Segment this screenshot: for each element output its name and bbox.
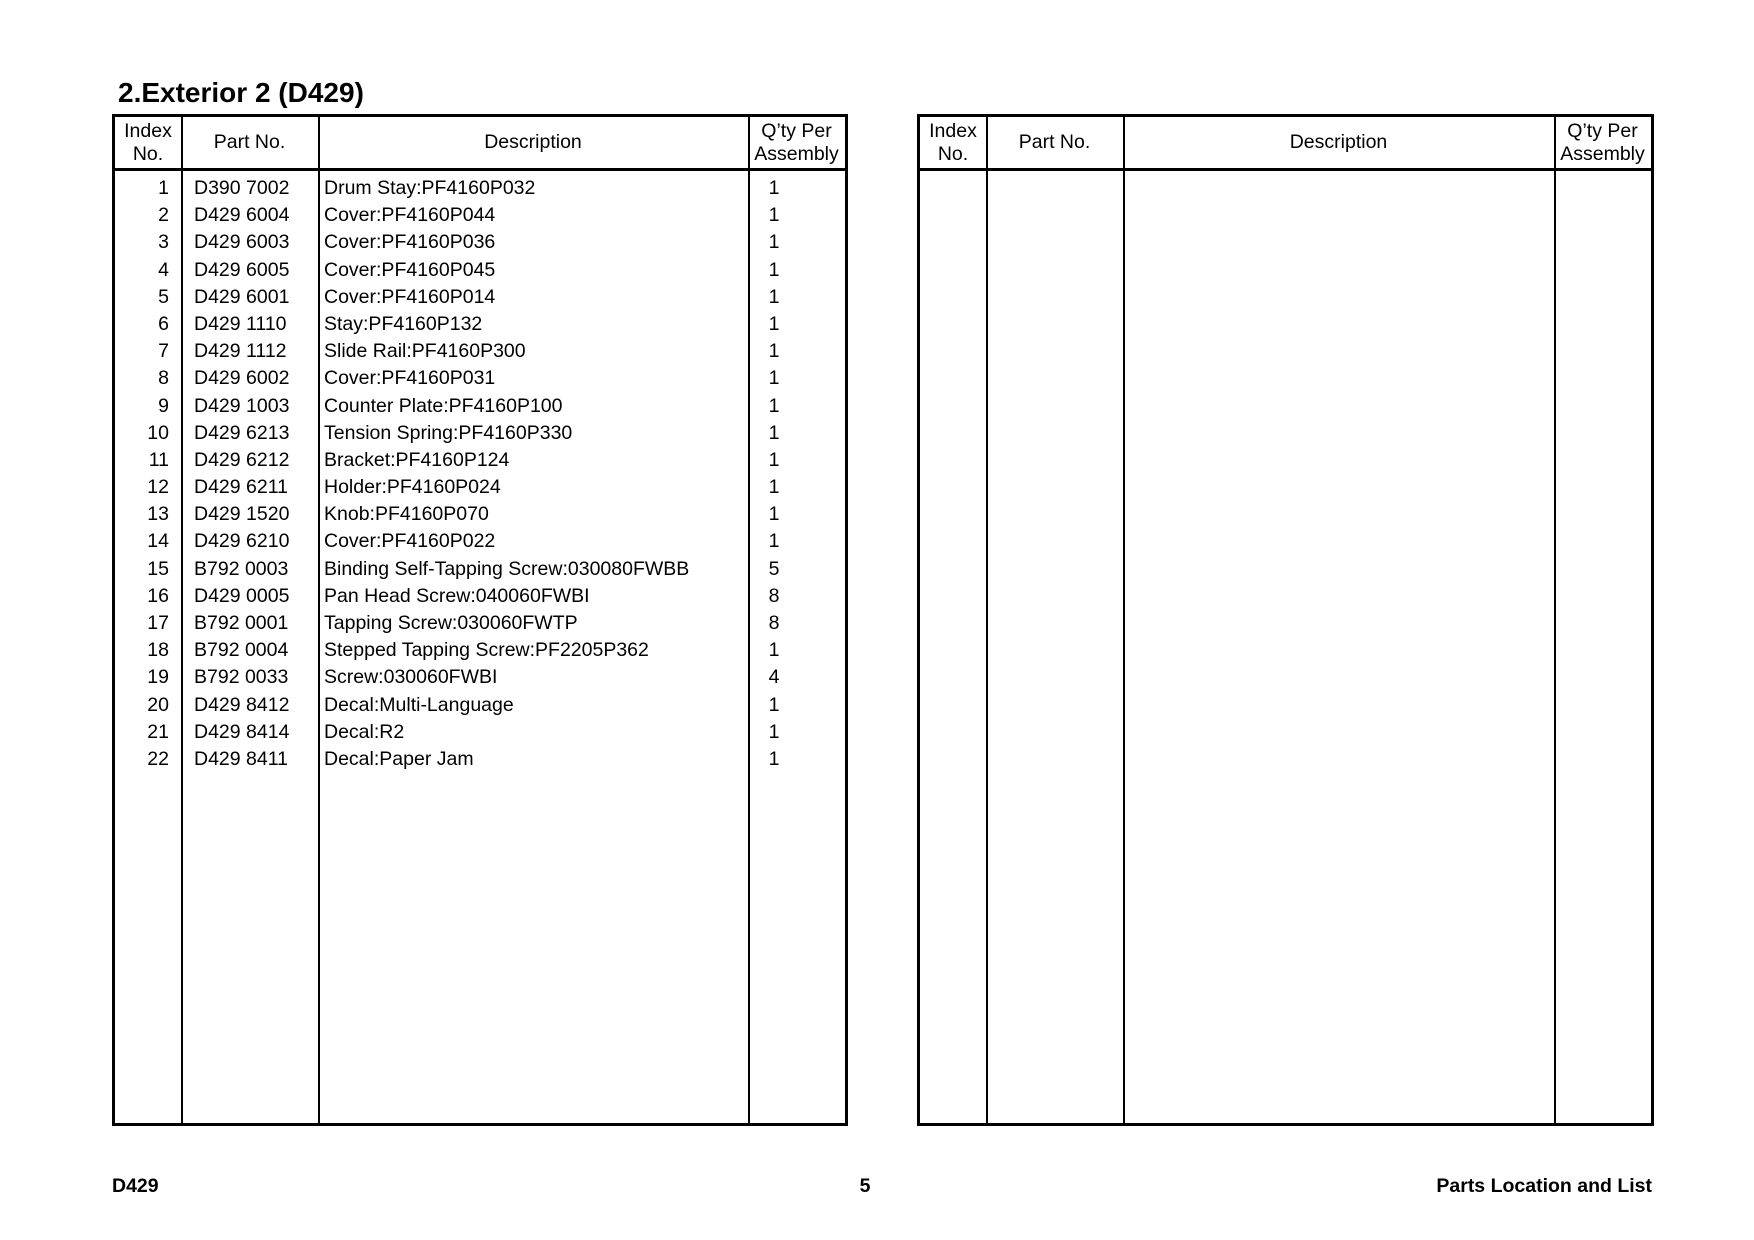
table-row: [115, 501, 845, 528]
qty-cell: 1: [768, 476, 780, 499]
table-row: [115, 284, 845, 311]
part-no-cell: D429 1112: [194, 340, 287, 363]
description-cell: Stepped Tapping Screw:PF2205P362: [324, 639, 649, 662]
table-row: [115, 583, 845, 610]
index-cell: 3: [158, 231, 169, 254]
header-qty-per-assembly: Q’ty Per Assembly: [754, 119, 839, 165]
part-no-cell: D429 8412: [194, 693, 290, 716]
index-cell: 17: [147, 612, 169, 634]
description-cell: Tension Spring:PF4160P330: [324, 421, 573, 444]
description-cell: Cover:PF4160P036: [324, 231, 496, 254]
index-cell: 19: [147, 666, 169, 689]
description-cell: Knob:PF4160P070: [324, 503, 489, 526]
qty-cell: 1: [768, 394, 780, 417]
index-cell: 20: [147, 693, 169, 716]
table-row: [115, 229, 845, 256]
part-no-cell: D429 0005: [194, 584, 290, 607]
description-cell: Decal:R2: [324, 720, 405, 743]
qty-cell: 1: [768, 421, 780, 444]
table-row: [115, 447, 845, 474]
qty-cell: 4: [768, 666, 780, 689]
part-no-cell: D429 6211: [194, 476, 288, 499]
description-cell: Cover:PF4160P014: [324, 285, 496, 308]
description-cell: Cover:PF4160P044: [324, 204, 496, 227]
table-row: [115, 393, 845, 420]
part-no-cell: D429 6212: [194, 448, 290, 471]
part-no-cell: D429 1110: [194, 312, 287, 335]
header-divider: [115, 168, 845, 171]
table-row: [115, 746, 845, 773]
description-cell: Bracket:PF4160P124: [324, 448, 510, 471]
table-row: [115, 420, 845, 447]
table-row: [115, 556, 845, 583]
description-cell: Decal:Paper Jam: [324, 747, 474, 770]
qty-cell: 1: [768, 639, 780, 662]
table-row: [115, 338, 845, 365]
description-cell: Slide Rail:PF4160P300: [324, 340, 526, 363]
index-cell: 2: [158, 204, 169, 227]
qty-cell: 1: [768, 530, 780, 553]
index-cell: 18: [147, 639, 169, 662]
description-cell: Cover:PF4160P045: [324, 258, 496, 281]
index-cell: 4: [158, 258, 169, 281]
index-cell: 6: [158, 312, 169, 335]
index-cell: 1: [158, 177, 169, 199]
table-row: [115, 474, 845, 501]
index-cell: 16: [147, 584, 169, 607]
table-row: [115, 637, 845, 664]
header-description: Description: [484, 131, 582, 153]
table-row: [115, 257, 845, 284]
qty-cell: 1: [768, 177, 780, 199]
qty-cell: 1: [768, 448, 780, 471]
part-no-cell: D429 6003: [194, 231, 290, 254]
index-cell: 13: [147, 503, 169, 526]
qty-cell: 1: [768, 503, 780, 526]
part-no-cell: B792 0001: [194, 612, 289, 634]
table-row: [115, 610, 845, 637]
part-no-cell: D429 6004: [194, 204, 290, 227]
qty-cell: 1: [768, 258, 780, 281]
footer-model: D429: [112, 1175, 159, 1197]
index-cell: 11: [148, 448, 169, 471]
table-row: [115, 692, 845, 719]
description-cell: Tapping Screw:030060FWTP: [324, 612, 578, 634]
index-cell: 7: [158, 340, 169, 363]
header-index-no: Index No.: [124, 119, 172, 165]
table-row: [115, 175, 845, 202]
description-cell: Decal:Multi-Language: [324, 693, 514, 716]
index-cell: 10: [147, 421, 169, 444]
description-cell: Holder:PF4160P024: [324, 476, 501, 499]
index-cell: 15: [147, 557, 169, 580]
part-no-cell: D429 6002: [194, 367, 290, 390]
part-no-cell: D429 1520: [194, 503, 290, 526]
part-no-cell: D390 7002: [194, 177, 290, 199]
header-divider: [920, 168, 1651, 171]
index-cell: 9: [158, 394, 169, 417]
description-cell: Screw:030060FWBI: [324, 666, 498, 689]
index-cell: 22: [147, 747, 169, 770]
parts-table-left: [112, 114, 848, 1126]
qty-cell: 1: [768, 312, 780, 335]
header-part-no: Part No.: [213, 131, 286, 153]
qty-cell: 1: [768, 367, 780, 390]
qty-cell: 1: [768, 285, 780, 308]
description-cell: Stay:PF4160P132: [324, 312, 483, 335]
qty-cell: 8: [768, 612, 780, 634]
index-cell: 14: [147, 530, 169, 553]
qty-cell: 5: [768, 557, 780, 580]
table-row: [115, 365, 845, 392]
index-cell: 8: [158, 367, 169, 390]
index-cell: 21: [147, 720, 169, 743]
description-cell: Drum Stay:PF4160P032: [324, 177, 536, 199]
part-no-cell: D429 8414: [194, 720, 290, 743]
description-cell: Binding Self-Tapping Screw:030080FWBB: [324, 557, 690, 580]
footer-page-number: 5: [859, 1175, 871, 1197]
header-part-no: Part No.: [1018, 131, 1091, 153]
table-row: [115, 311, 845, 338]
qty-cell: 8: [768, 584, 780, 607]
table-row: [115, 664, 845, 691]
index-cell: 12: [147, 476, 169, 499]
part-no-cell: D429 6213: [194, 421, 290, 444]
qty-cell: 1: [768, 204, 780, 227]
table-row: [115, 528, 845, 555]
header-qty-per-assembly: Q’ty Per Assembly: [1560, 119, 1645, 165]
part-no-cell: B792 0003: [194, 557, 289, 580]
parts-rows: [115, 175, 845, 773]
column-divider: [1554, 117, 1556, 1123]
column-divider: [1123, 117, 1125, 1123]
qty-cell: 1: [768, 231, 780, 254]
qty-cell: 1: [768, 340, 780, 363]
part-no-cell: D429 8411: [194, 747, 288, 770]
description-cell: Cover:PF4160P022: [324, 530, 496, 553]
part-no-cell: D429 6210: [194, 530, 290, 553]
qty-cell: 1: [768, 693, 780, 716]
column-divider: [986, 117, 988, 1123]
description-cell: Pan Head Screw:040060FWBI: [324, 584, 590, 607]
qty-cell: 1: [768, 720, 780, 743]
header-description: Description: [1289, 131, 1388, 153]
part-no-cell: B792 0033: [194, 666, 289, 689]
page-title: 2.Exterior 2 (D429): [118, 77, 364, 108]
part-no-cell: D429 1003: [194, 394, 290, 417]
header-index-no: Index No.: [929, 119, 977, 165]
table-row: [115, 202, 845, 229]
footer-section: Parts Location and List: [1436, 1175, 1652, 1197]
part-no-cell: B792 0004: [194, 639, 289, 662]
description-cell: Cover:PF4160P031: [324, 367, 496, 390]
qty-cell: 1: [768, 747, 780, 770]
part-no-cell: D429 6005: [194, 258, 290, 281]
part-no-cell: D429 6001: [194, 285, 290, 308]
table-row: [115, 719, 845, 746]
index-cell: 5: [158, 285, 169, 308]
parts-table-right: [917, 114, 1654, 1126]
description-cell: Counter Plate:PF4160P100: [324, 394, 563, 417]
